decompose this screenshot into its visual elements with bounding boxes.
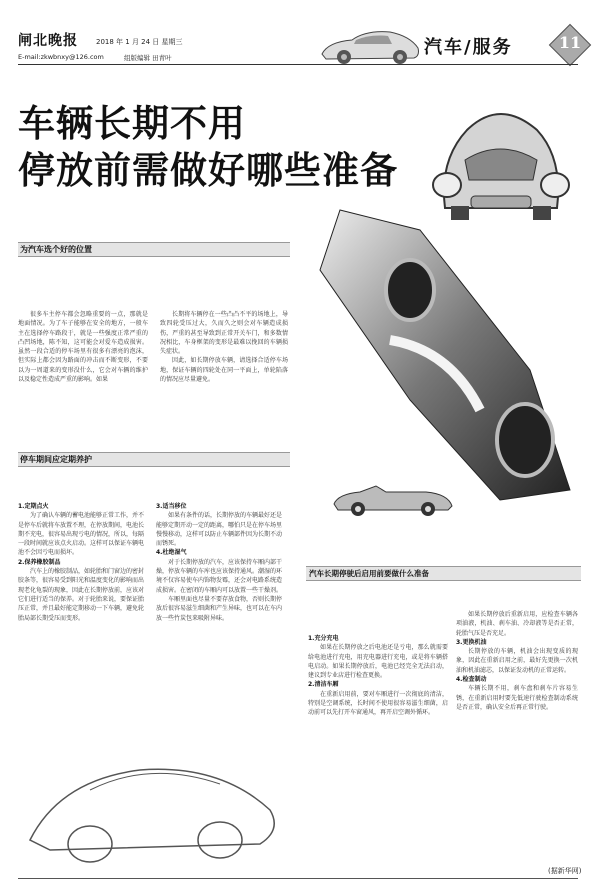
newspaper-logo: 闸北晚报	[18, 33, 78, 49]
footer-rule	[18, 878, 578, 879]
subheading: 1.充分充电	[308, 635, 339, 642]
section-3-heading: 汽车长期停驶后启用前要做什么准备	[306, 566, 581, 581]
headline-line-2: 停放前需做好哪些准备	[18, 149, 398, 192]
line-drawing-car	[20, 740, 290, 870]
paragraph: 因此，如长期停放车辆，请选择合适停车场地，保证车辆的四轮处在同一平面上，单轮陷落的情况应尽量避免。	[160, 357, 288, 384]
subheading: 4.检查制动	[456, 676, 487, 684]
section-2-heading: 停车期间应定期养护	[18, 452, 290, 467]
paragraph: 车辆长期不用，刹车盘和刹车片容易生锈，在重新启用时要先低速行驶检查制动系统是否正常，确认安全后再正常行驶。	[456, 685, 578, 711]
paragraph: 很多车主停车都会忽略重要的一点，那就是地面情况。为了车子能够在安全的地方，一般车主在选择停车路段于，就是一些强度正常严重的凸凹场地，陈不知，这可能会对爱车造成损害。虽然一段合适的停车场里有很多有漂亮的泡沫，但实际上都会因为路面的冲击而不断变形，不要以为一周道来的变形没什么，它会对车辆的维护以及稳定性造成严重的影响。如果	[18, 311, 148, 384]
subheading: 1.定期点火	[18, 503, 49, 510]
subheading: 2.保养橡胶制品	[18, 558, 61, 566]
section-1-column-2	[160, 310, 288, 384]
subheading: 3.适当移位	[156, 503, 187, 510]
paragraph: 在重新启用前，要对车厢进行一次彻底的清洁，特别是空调系统，长时间不使用很容易滋生细菌，启动前可以先打开车窗通风，再开启空调外循环。	[308, 690, 448, 717]
convertible-car-icon	[330, 476, 455, 518]
section-title: 汽车/服务	[424, 37, 513, 58]
section-1-column-1	[18, 310, 148, 384]
paragraph: 如果长期停放后重新启用，应检查车辆各项油液，机油、刹车油、冷却液等是否正常，轮胎气压是否充足。	[456, 611, 578, 637]
sports-car-photo	[300, 200, 578, 510]
subheading: 2.清洁车厢	[308, 681, 339, 689]
paragraph: 车厢里面也尽量不要存放食物，否则长期停放后很容易滋生细菌和产生异味，也可以在车内放一些竹炭包来吸附异味。	[156, 595, 283, 622]
layout-editor: 组版编辑 田青叶	[124, 54, 172, 62]
paragraph: 如果有条件的话，长期停放的车辆最好还是能够定期开动一定的距离，哪怕只是在停车场里慢慢移动，这样可以防止车辆部件因为长期不动而锈死。	[156, 512, 283, 548]
section-1-heading: 为汽车选个好的位置	[18, 242, 290, 257]
section-3-column-1	[308, 634, 448, 718]
paragraph: 长期停放的车辆，机油会出现变质的现象，因此在重新启用之前，最好先更换一次机油和机油滤芯，以保证发动机的正常运转。	[456, 648, 578, 674]
issue-date: 2018 年 1 月 24 日 星期三	[96, 38, 183, 46]
headline	[18, 100, 398, 194]
subheading: 3.更换机油	[456, 638, 487, 646]
header-car-icon	[318, 26, 422, 66]
paragraph: 为了确认车辆的蓄电池能够正常工作，并不是停车后就将车放置不理，在停放期间，电池长期不充电，很容易出现亏电的情况，所以，每隔一段时间就应该点火启动。这样可以保证车辆电池不会因亏电而损坏。	[18, 512, 145, 557]
contact-email: E-mail:zkwbnxy@126.com	[18, 53, 104, 61]
section-3-column-2	[456, 610, 578, 712]
paragraph: 汽车上的橡胶制品，如轮胎和门窗边的密封胶条等，很容易受到阳光和温度变化的影响而出现老化龟裂的现象，因此在长期停放前，应该对它们进行适当的保养。对于轮胎来说，要保证胎压正常，并且最好能定期移动一下车辆，避免轮胎局部长期受压而变形。	[18, 568, 145, 622]
source-credit: (据新华网)	[548, 867, 582, 875]
paragraph: 如果在长期停放之后电池还是亏电，那么就需要给电池进行充电，用充电器进行充电，或是将车辆搭电启动。如果长期停放后，电池已经完全无法启动，建议到专业店进行检查更换。	[308, 644, 448, 680]
paragraph: 对于长期停放的汽车，应该保持车厢内部干燥，停放车辆的车库也应该保持通风。潮湿的环境不仅容易使车内饰物发霉，还会对电路系统造成损害。在密闭的车厢内可以放置一些干燥剂。	[156, 558, 283, 594]
page-number: 11	[558, 33, 582, 52]
headline-line-1: 车辆长期不用	[18, 102, 246, 145]
paragraph: 长期将车辆停在一些凸凸不平的场地上，导致四轮受压过大，久而久之则会对车辆造成损伤，严重的甚至导致到正常开关车门，和多数情况相比，车身框架的变形是最难以挽回的车辆损失症状。	[160, 311, 288, 356]
header-rule	[18, 64, 578, 65]
subheading: 4.杜绝湿气	[156, 549, 187, 557]
